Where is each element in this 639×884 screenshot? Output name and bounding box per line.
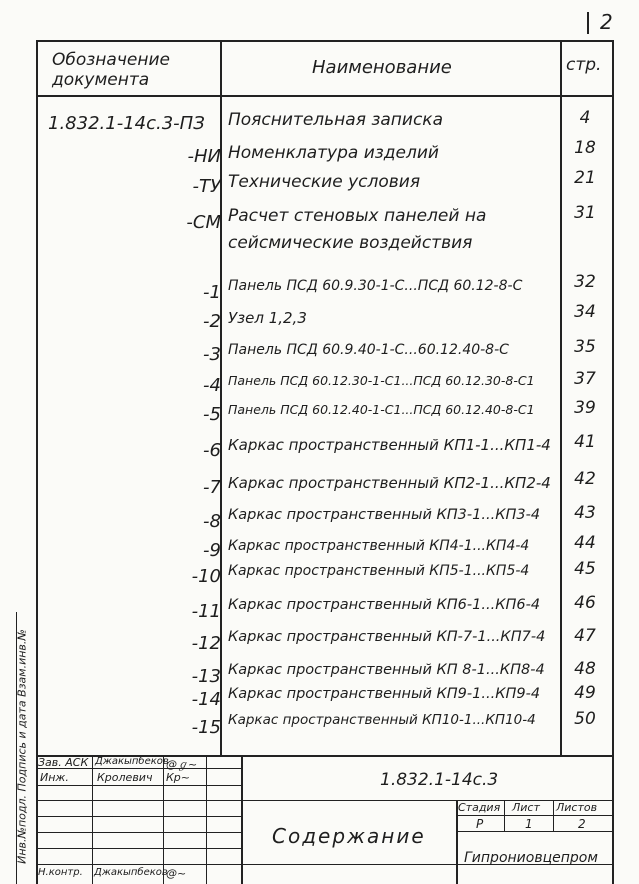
stamp-row-line [36,848,241,849]
row-name: Панель ПСД 60.9.30-1-С...ПСД 60.12-8-С [228,278,523,294]
header-bottom-line [36,95,614,97]
row-code: -15 [191,717,221,738]
row-name: Каркас пространственный КП6-1...КП6-4 [228,597,541,613]
row-code: -7 [203,477,221,498]
row-name: Каркас пространственный КП10-1...КП10-4 [228,712,536,728]
stamp-role: Инж. [40,771,69,784]
row-page: 41 [574,432,596,452]
row-page: 18 [574,138,596,158]
stamp-title: Содержание [272,824,426,848]
stamp-sheet: 1 [525,817,533,831]
stamp-signature: @ℊ~ [166,758,198,771]
row-name: Каркас пространственный КП5-1...КП5-4 [228,563,530,579]
row-name: Узел 1,2,3 [228,309,307,327]
row-code: -2 [203,311,221,332]
row-page: 43 [574,503,596,523]
row-code: -СМ [186,212,221,233]
stamp-sheets-label: Листов [556,801,598,814]
row-code: -5 [203,404,221,425]
stamp-sheet-label: Лист [512,801,540,814]
stamp-row-line [36,785,241,786]
stamp-name: Джакыпбеков [94,867,168,878]
row-name: Расчет стеновых панелей на [228,206,487,226]
row-name: Пояснительная записка [228,110,443,130]
row-code: -11 [191,601,221,622]
frame-top [36,40,614,42]
stamp-col-line [504,800,505,831]
stamp-col-line [206,755,207,884]
stamp-row-line [456,815,614,816]
row-code: -1 [203,282,221,303]
row-code: -12 [191,633,221,654]
stamp-row-line [456,831,614,832]
row-name: Каркас пространственный КП-7-1...КП7-4 [228,629,546,645]
row-code: -10 [191,566,221,587]
row-page: 35 [574,337,596,357]
row-page: 32 [574,272,596,292]
stamp-col-line [92,755,93,884]
row-code: -НИ [187,146,221,167]
stamp-name: Кролевич [97,771,153,784]
corner-tick [587,12,589,34]
row-name: Каркас пространственный КП1-1...КП1-4 [228,436,551,454]
row-code: -4 [203,375,221,396]
row-page: 45 [574,559,596,579]
row-name: Каркас пространственный КП4-1...КП4-4 [228,538,530,554]
row-page: 21 [574,168,596,188]
stamp-col-line [241,755,243,884]
frame-right [612,40,614,884]
row-name: Каркас пространственный КП3-1...КП3-4 [228,507,541,523]
header-doc-designation: Обозначение документа [52,50,170,90]
row-code: -9 [203,540,221,561]
stamp-row-line [36,832,241,833]
row-page: 50 [574,709,596,729]
stamp-row-line [36,816,241,817]
row-name: Панель ПСД 60.12.40-1-С1...ПСД 60.12.40-8-С1 [228,402,535,417]
row-name: Каркас пространственный КП2-1...КП2-4 [228,474,551,492]
row-page: 39 [574,398,596,418]
row-name: Панель ПСД 60.9.40-1-С...60.12.40-8-С [228,342,509,358]
stamp-col-line [553,800,554,831]
row-page: 37 [574,369,596,389]
header-page: стр. [566,55,602,75]
row-name: Каркас пространственный КП9-1...КП9-4 [228,686,541,702]
row-code: -14 [191,689,221,710]
row-page: 4 [579,108,591,128]
stamp-doc-code: 1.832.1-14с.3 [380,770,499,790]
row-code: -3 [203,344,221,365]
stamp-sheets: 2 [578,817,586,831]
row-page: 47 [574,626,596,646]
row-name: Технические условия [228,172,421,192]
row-code: -6 [203,440,221,461]
stamp-role: Н.контр. [38,867,83,878]
row-page: 42 [574,469,596,489]
row-page: 44 [574,533,596,553]
header-name: Наименование [312,57,452,78]
row-page: 31 [574,203,596,223]
row-code: -13 [191,666,221,687]
row-page: 46 [574,593,596,613]
stamp-signature: Кр~ [166,771,191,784]
side-strip-text: Инв.№подл. Подпись и дата Взам.инв.№ [15,629,29,864]
row-name: Панель ПСД 60.12.30-1-С1...ПСД 60.12.30-8-С1 [228,373,535,388]
row-name: Каркас пространственный КП 8-1...КП8-4 [228,662,545,678]
stamp-stage-label: Стадия [458,801,501,814]
row-name: Номенклатура изделий [228,143,439,163]
stamp-signature: @~ [166,867,187,880]
row-code: -ТУ [192,176,221,197]
row-code: -8 [203,511,221,532]
stamp-role: Зав. АСК [38,756,89,769]
page-number: 2 [600,10,613,34]
row-page: 49 [574,683,596,703]
row-page: 34 [574,302,596,322]
row-name-continued: сейсмические воздействия [228,233,473,253]
row-page: 48 [574,659,596,679]
stamp-col-line [163,755,164,884]
stamp-stage: Р [476,817,484,831]
row-code: 1.832.1-14с.3-ПЗ [48,113,205,134]
stamp-name: Джакыпбеков [95,756,169,767]
stamp-organization: Гипрониовцепром [464,850,598,866]
